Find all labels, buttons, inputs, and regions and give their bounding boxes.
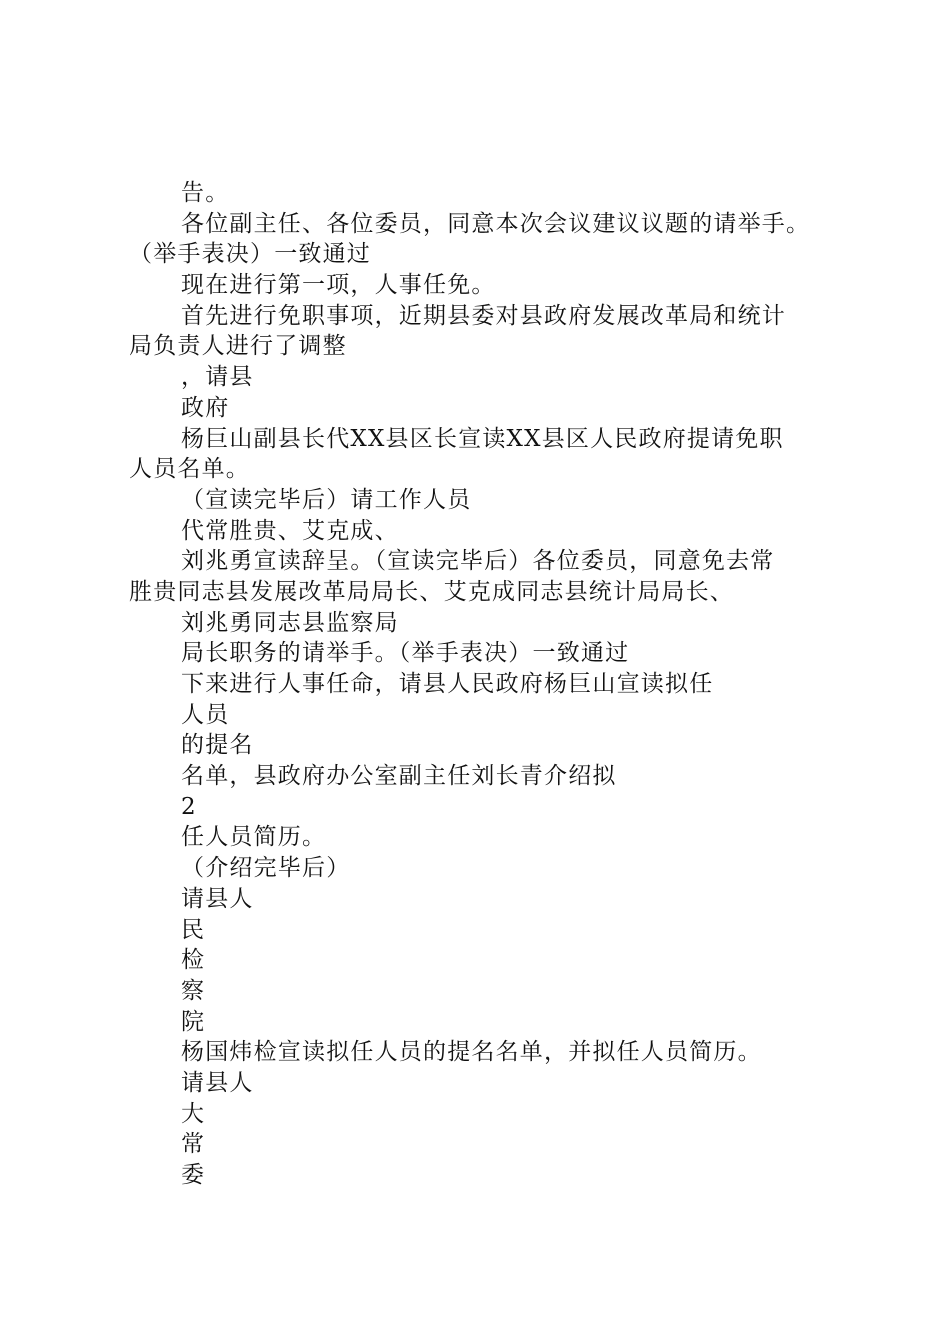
paragraph-line: 刘兆勇宣读辞呈。（宣读完毕后）各位委员，同意免去常 [181,548,775,575]
paragraph-line: 告。 [181,180,230,206]
paragraph-line: 刘兆勇同志县监察局 [181,609,399,636]
paragraph-line: 察 [181,977,206,1004]
paragraph-line: 杨巨山副县长代XX县区长宣读XX县区人民政府提请免职 [181,425,784,452]
paragraph-line: 首先进行免职事项，近期县委对县政府发展改革局和统计 [181,302,786,329]
paragraph-line: 委 [181,1162,206,1188]
paragraph-line: 民 [181,916,206,943]
paragraph-line: 任人员简历。 [181,824,327,851]
paragraph-line: 局长职务的请举手。（举手表决）一致通过 [181,640,630,667]
paragraph-line: 请县人 [181,1069,254,1096]
paragraph-line: 人员名单。 [129,456,250,483]
paragraph-line: 名单，县政府办公室副主任刘长青介绍拟 [181,763,617,790]
paragraph-line: 胜贵同志县发展改革局局长、艾克成同志县统计局局长、 [129,578,734,605]
paragraph-line: ，请县 [181,364,254,391]
paragraph-line: 政府 [181,394,230,421]
paragraph-line: 下来进行人事任命，请县人民政府杨巨山宣读拟任 [181,671,714,697]
paragraph-line: 局负责人进行了调整 [129,333,347,360]
paragraph-line: 的提名 [181,732,254,759]
paragraph-line: 请县人 [181,885,254,912]
paragraph-line: 院 [181,1008,206,1035]
paragraph-line: （宣读完毕后）请工作人员 [181,486,472,513]
page-number: 2 [181,793,197,820]
paragraph-line: 代常胜贵、艾克成、 [181,517,399,544]
paragraph-line: 各位副主任、各位委员，同意本次会议建议议题的请举手。 [181,210,811,237]
paragraph-line: 常 [181,1131,206,1158]
paragraph-line: 人员 [181,701,230,728]
paragraph-line: （介绍完毕后） [181,855,351,882]
paragraph-line: 现在进行第一项，人事任免。 [181,272,496,299]
paragraph-line: 大 [181,1100,206,1127]
paragraph-line: 杨国炜检宣读拟任人员的提名名单，并拟任人员简历。 [181,1039,762,1066]
paragraph-line: （举手表决）一致通过 [129,241,371,268]
document-body [0,178,950,1191]
paragraph-line: 检 [181,947,206,974]
